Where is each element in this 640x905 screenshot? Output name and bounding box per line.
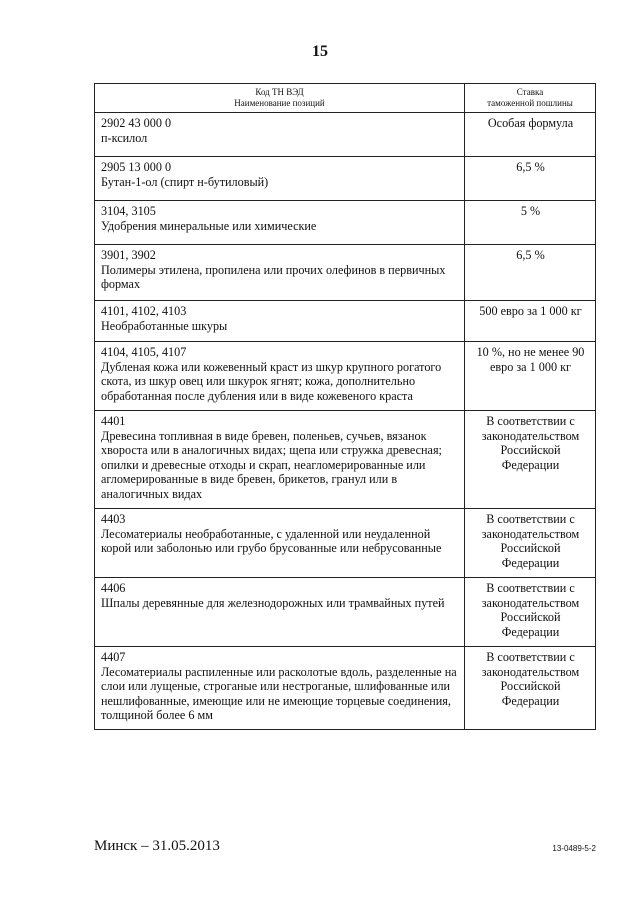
row-rate: 500 евро за 1 000 кг (465, 301, 596, 342)
row-name: Дубленая кожа или кожевенный краст из шкур крупного рогатого скота, из шкур овец или шкурок ягнят; кожа, дополнительно обработанная после дубления или в виде кожевеного краста (101, 359, 442, 403)
row-description (95, 113, 465, 157)
row-name: Удобрения минеральные или химические (101, 218, 317, 233)
row-description (95, 342, 465, 411)
table-row (95, 647, 596, 730)
row-description (95, 201, 465, 245)
row-name: Шпалы деревянные для железнодорожных или трамвайных путей (101, 595, 445, 610)
row-rate: В соответствии с законодательством Российской Федерации (465, 411, 596, 509)
row-code: 4406 (101, 581, 126, 595)
row-name: Лесоматериалы необработанные, с удаленной или неудаленной корой или заболонью или грубо брусованные или небрусованные (101, 526, 442, 556)
header-code-name (95, 84, 465, 113)
row-name: п-ксилол (101, 130, 148, 145)
header-code-label: Код ТН ВЭД (255, 87, 304, 97)
header-name-label: Наименование позиций (234, 98, 325, 108)
row-description (95, 647, 465, 730)
row-description (95, 157, 465, 201)
table-row (95, 157, 596, 201)
row-rate: В соответствии с законодательством Российской Федерации (465, 578, 596, 647)
footer-place-date: Минск – 31.05.2013 (94, 838, 220, 854)
row-code: 4407 (101, 650, 126, 664)
row-description (95, 411, 465, 509)
page-number: 15 (312, 43, 328, 60)
row-code: 4403 (101, 512, 126, 526)
row-rate: 10 %, но не менее 90 евро за 1 000 кг (465, 342, 596, 411)
row-rate: 6,5 % (465, 157, 596, 201)
header-rate-label-2: таможенной пошлины (487, 98, 573, 108)
row-code: 3104, 3105 (101, 204, 156, 218)
header-rate-label-1: Ставка (516, 87, 544, 97)
row-description (95, 245, 465, 301)
header-rate (465, 84, 596, 113)
row-name: Древесина топливная в виде бревен, поленьев, сучьев, вязанок хвороста или в аналогичных видах; щепа или стружка древесная; опилки и древесные отходы и скрап, неагломерированные или агломерированные в виде бревен, брикетов, гранул или в аналогичных видах (101, 428, 442, 501)
row-rate: 6,5 % (465, 245, 596, 301)
table-header-row (95, 84, 596, 113)
row-name: Бутан-1-ол (спирт н-бутиловый) (101, 174, 269, 189)
row-code: 4101, 4102, 4103 (101, 304, 187, 318)
row-description (95, 578, 465, 647)
row-name: Полимеры этилена, пропилена или прочих олефинов в первичных формах (101, 262, 446, 292)
row-code: 2902 43 000 0 (101, 116, 172, 130)
row-name: Необработанные шкуры (101, 318, 228, 333)
row-rate: В соответствии с законодательством Российской Федерации (465, 509, 596, 578)
row-code: 3901, 3902 (101, 248, 156, 262)
table-row (95, 578, 596, 647)
row-rate: Особая формула (465, 113, 596, 157)
table-row (95, 201, 596, 245)
table-row (95, 509, 596, 578)
tariff-table (94, 83, 596, 730)
table-row (95, 113, 596, 157)
row-description (95, 509, 465, 578)
row-name: Лесоматериалы распиленные или расколотые вдоль, разделенные на слои или лущеные, строганые или нестроганые, шлифованные или нешлифованные, имеющие или не имеющие торцевые соединения, толщиной более 6 мм (101, 664, 457, 723)
table-row (95, 301, 596, 342)
row-code: 4401 (101, 414, 126, 428)
row-rate: В соответствии с законодательством Российской Федерации (465, 647, 596, 730)
table-row (95, 342, 596, 411)
row-description (95, 301, 465, 342)
table-row (95, 411, 596, 509)
table-row (95, 245, 596, 301)
row-rate: 5 % (465, 201, 596, 245)
row-code: 4104, 4105, 4107 (101, 345, 187, 359)
row-code: 2905 13 000 0 (101, 160, 172, 174)
footer-doc-id: 13-0489-5-2 (552, 844, 596, 853)
